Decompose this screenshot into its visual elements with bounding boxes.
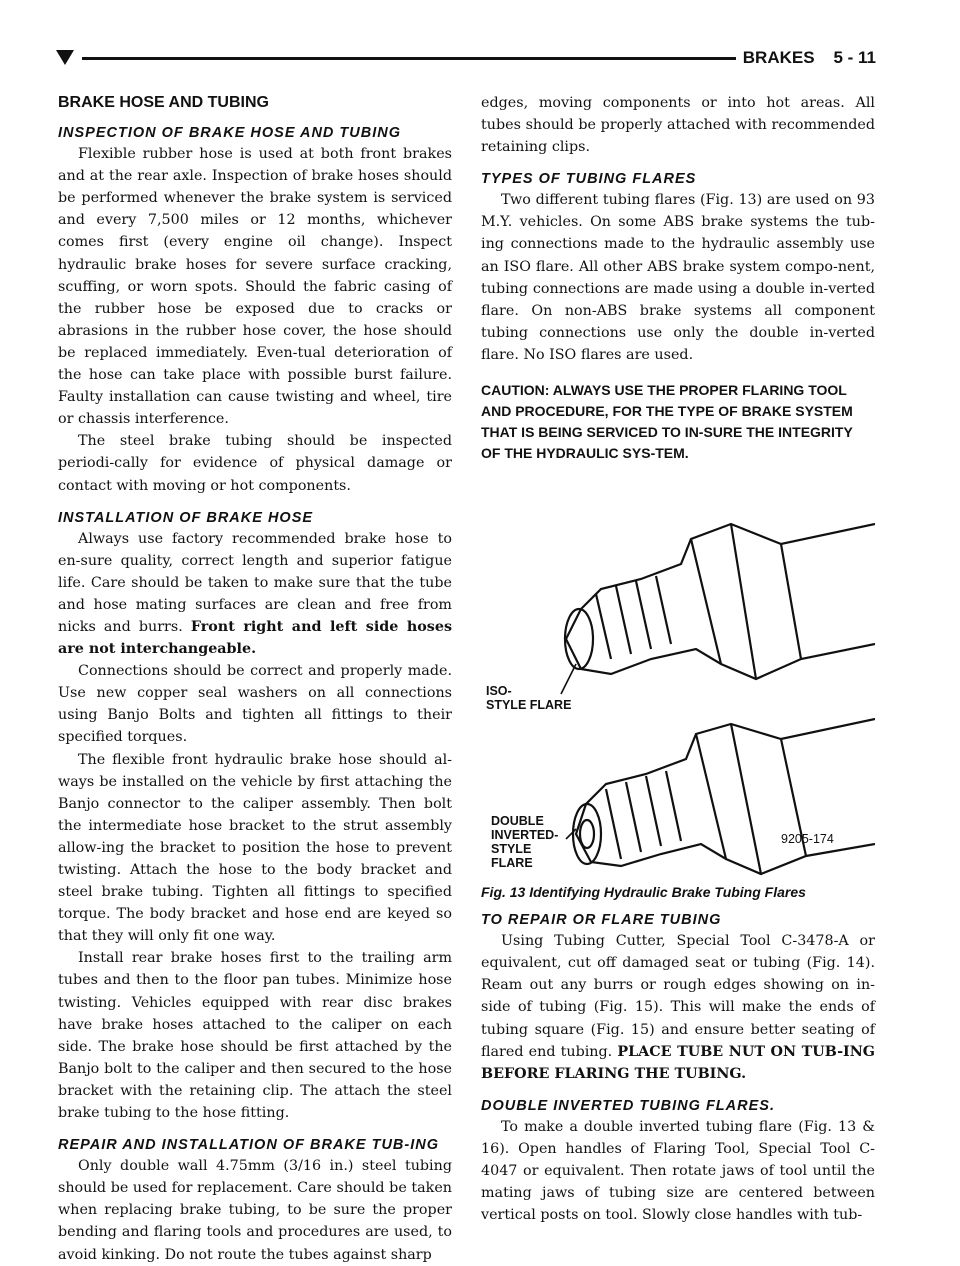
label-iso-flare: ISO- STYLE FLARE xyxy=(486,684,572,713)
page-header xyxy=(56,48,876,70)
paragraph: Flexible rubber hose is used at both front brakes and at the rear axle. Inspection of brake hoses should be performed whenever the brake system is serviced and every 7,500 miles or 12 months, whichever comes first (every engine oil change). Inspect hydraulic brake hoses for severe surface cracking, scuffing, or worn spots. Should the fabric casing of the rubber hose be exposed due to cracks or abrasions in the rubber hose cover, the hose should be replaced immediately. Even-tual deterioration of the hose can take place with possible burst failure. Faulty installation can cause twisting and wheel, tire or chassis interference. xyxy=(58,146,452,428)
caution-notice: CAUTION: ALWAYS USE THE PROPER FLARING TOOL AND PROCEDURE, FOR THE TYPE OF BRAKE SYSTEM THAT IS BEING SERVICED TO IN-SURE THE INTEGRITY OF THE HYDRAULIC SYS-TEM. xyxy=(481,382,853,462)
paragraph xyxy=(481,930,875,1085)
left-column xyxy=(58,92,452,1266)
section-title-double-inverted: DOUBLE INVERTED TUBING FLARES. xyxy=(481,1097,775,1114)
main-heading: BRAKE HOSE AND TUBING xyxy=(58,94,269,111)
section-title-inspection: INSPECTION OF BRAKE HOSE AND TUBING xyxy=(58,125,402,142)
paragraph: To make a double inverted tubing flare (Fig. 13 & 16). Open handles of Flaring Tool, Special Tool C-4047 or equivalent. Then rotate jaws of tool until the mating jaws of tubing size are centered between vertical posts on tool. Slowly close handles with tub- xyxy=(481,1118,875,1224)
figure-code: 9205-174 xyxy=(781,832,834,847)
section-title-repair: REPAIR AND INSTALLATION OF BRAKE TUB-ING xyxy=(58,1137,439,1154)
section-title-repair-flare: TO REPAIR OR FLARE TUBING xyxy=(481,912,722,929)
paragraph: Only double wall 4.75mm (3/16 in.) steel tubing should be used for replacement. Care should be taken when replacing brake tubing, to be sure the proper bending and flaring tools and procedures are used, to avoid kinking. Do not route the tubes against sharp xyxy=(58,1158,452,1263)
header-rule xyxy=(82,57,736,60)
right-column xyxy=(481,92,875,1226)
label-double-inverted-flare: DOUBLE INVERTED- STYLE FLARE xyxy=(491,814,559,871)
figure-tubing-flares xyxy=(481,484,875,879)
bold-note: Front right and left side hoses are not interchangeable. xyxy=(58,618,452,658)
paragraph: edges, moving components or into hot areas. All tubes should be properly attached with recommended retaining clips. xyxy=(481,95,875,156)
header-title: BRAKES 5 - 11 xyxy=(742,48,876,67)
paragraph-text: Using Tubing Cutter, Special Tool C-3478-A or equivalent, cut off damaged seat or tubing (Fig. 14). Ream out any burrs or rough edges showing on in-side of tubing (Fig. 15). This will make the ends of tubing square (Fig. 15) and ensure better seating of flared end tubing. xyxy=(481,933,875,1060)
paragraph xyxy=(58,528,452,661)
bold-note: PLACE TUBE NUT ON TUB-ING BEFORE FLARING THE TUBING. xyxy=(481,1043,875,1082)
figure-caption: Fig. 13 Identifying Hydraulic Brake Tubing Flares xyxy=(481,884,806,901)
section-title-installation: INSTALLATION OF BRAKE HOSE xyxy=(58,509,314,526)
paragraph: Connections should be correct and properly made. Use new copper seal washers on all connections using Banjo Bolts and tighten all fittings to their specified torques. xyxy=(58,663,452,746)
paragraph: Install rear brake hoses first to the trailing arm tubes and then to the floor pan tubes. Minimize hose twisting. Vehicles equipped with rear disc brakes have brake hoses attached to the caliper on each side. The brake hose should be first attached by the Banjo bolt to the caliper and then secured to the hose bracket with the retaining clip. The attach the steel brake tubing to the hose fitting. xyxy=(58,950,452,1122)
paragraph: The flexible front hydraulic brake hose should al-ways be installed on the vehicle by first attaching the Banjo connector to the caliper assembly. Then bolt the intermediate hose bracket to the strut assembly allow-ing the bracket to position the hose to prevent twisting. Attach the hose to the body bracket and steel brake tubing. Tighten all fittings to specified torque. The body bracket and hose end are keyed so that they will only fit one way. xyxy=(58,751,452,945)
paragraph: The steel brake tubing should be inspected periodi-cally for evidence of physical damage or contact with moving or hot components. xyxy=(58,433,452,494)
paragraph: Two different tubing flares (Fig. 13) are used on 93 M.Y. vehicles. On some ABS brake systems the tub-ing connections made to the hydraulic assembly use an ISO flare. All other ABS brake system compo-nent, tubing connections are made using a double in-verted flare. On non-ABS brake systems all component tubing connections use only the double in-verted flare. No ISO flares are used. xyxy=(481,192,875,363)
section-title-flare-types: TYPES OF TUBING FLARES xyxy=(481,171,697,188)
paragraph-text: Always use factory recommended brake hose to en-sure quality, correct length and superior fatigue life. Care should be taken to make sure that the tube and hose mating surfaces are clean and free from nicks and burrs. xyxy=(58,530,452,635)
triangle-marker-icon xyxy=(56,50,74,65)
